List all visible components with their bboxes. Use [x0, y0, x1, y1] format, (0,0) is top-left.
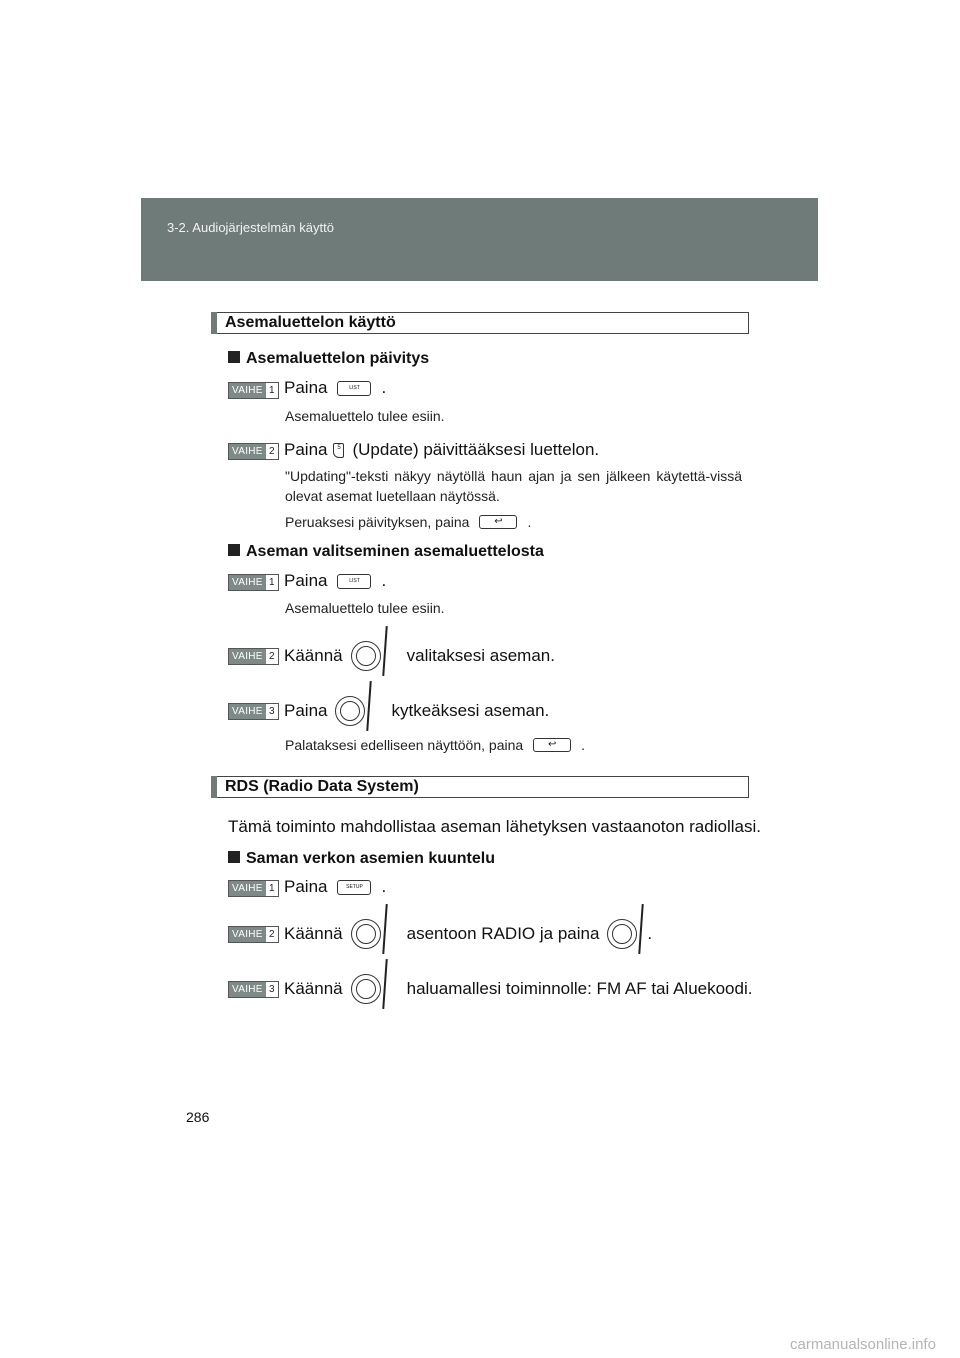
- step-note: [285, 737, 585, 753]
- square-bullet-icon: [228, 351, 240, 363]
- tune-knob-icon: [607, 914, 655, 954]
- step-rest-text: asentoon RADIO ja paina: [406, 924, 600, 943]
- step-instruction: [284, 378, 386, 398]
- section-header-band: [141, 198, 818, 281]
- step-word: VAIHE: [229, 649, 266, 664]
- step-note: Asemaluettelo tulee esiin.: [285, 600, 445, 616]
- step-verb: Käännä: [284, 924, 343, 943]
- step-note: [285, 514, 531, 530]
- tune-knob-icon: [335, 691, 383, 731]
- square-bullet-icon: [228, 851, 240, 863]
- step-badge: [228, 926, 279, 943]
- watermark: carmanualsonline.info: [790, 1336, 936, 1353]
- step-verb: Paina: [284, 440, 328, 459]
- subsection-heading-text: Asemaluettelon päivitys: [246, 350, 430, 367]
- step-instruction: [284, 440, 599, 460]
- punct: .: [381, 571, 387, 590]
- return-button-icon: ↩: [479, 515, 517, 529]
- step-rest-text: valitaksesi aseman.: [406, 646, 555, 665]
- section-title-tab: [211, 776, 217, 798]
- list-button-icon: LIST: [337, 381, 371, 396]
- step-paragraph: "Updating"-teksti näkyy näytöllä haun ajan ja sen jälkeen käytettä-vissä olevat asemat luetellaan näytössä.: [285, 468, 742, 504]
- step-word: VAIHE: [229, 881, 266, 896]
- step-instruction: [284, 691, 549, 731]
- return-button-icon: ↩: [533, 738, 571, 752]
- note-text: Peruaksesi päivityksen, paina: [285, 514, 470, 530]
- step-badge: [228, 382, 279, 399]
- tune-knob-icon: [351, 969, 399, 1009]
- subsection-heading: [228, 543, 544, 561]
- subsection-heading-text: Saman verkon asemien kuuntelu: [246, 850, 495, 867]
- step-rest-text: (Update) päivittääksesi luettelon.: [352, 440, 600, 459]
- section-title-tab: [211, 312, 217, 334]
- punct: .: [581, 737, 586, 753]
- subsection-heading: [228, 350, 429, 368]
- list-button-icon: LIST: [337, 574, 371, 589]
- step-word: VAIHE: [229, 444, 266, 459]
- step-badge: [228, 443, 279, 460]
- step-instruction: [284, 969, 752, 1009]
- square-bullet-icon: [228, 544, 240, 556]
- tune-knob-icon: [351, 914, 399, 954]
- step-instruction: [284, 877, 386, 897]
- step-instruction: [284, 636, 555, 676]
- punct: .: [381, 877, 387, 896]
- section-title-bar: [211, 776, 749, 798]
- step-word: VAIHE: [229, 927, 266, 942]
- step-verb: Paina: [284, 571, 328, 590]
- step-note: Asemaluettelo tulee esiin.: [285, 408, 445, 424]
- step-badge: [228, 574, 279, 591]
- step-word: VAIHE: [229, 575, 266, 590]
- section-header-title: 3-2. Audiojärjestelmän käyttö: [167, 220, 334, 235]
- step-number: 1: [266, 881, 278, 896]
- step-number: 1: [266, 383, 278, 398]
- punct: .: [527, 514, 532, 530]
- step-badge: [228, 880, 279, 897]
- section-title: RDS (Radio Data System): [225, 778, 419, 795]
- page-number: 286: [186, 1109, 210, 1125]
- punct: .: [647, 924, 653, 943]
- section-title-bar: [211, 312, 749, 334]
- step-verb: Paina: [284, 378, 328, 397]
- step-number: 3: [266, 704, 278, 719]
- subsection-heading-text: Aseman valitseminen asemaluettelosta: [246, 543, 544, 560]
- intro-text: Tämä toiminto mahdollistaa aseman lähetyksen vastaanoton radiollasi.: [228, 817, 761, 836]
- punct: .: [381, 378, 387, 397]
- note-text: Palataksesi edelliseen näyttöön, paina: [285, 737, 524, 753]
- step-word: VAIHE: [229, 704, 266, 719]
- soft-key-icon: 5: [333, 443, 344, 458]
- step-instruction: [284, 914, 652, 954]
- step-word: VAIHE: [229, 982, 266, 997]
- step-number: 2: [266, 649, 278, 664]
- step-verb: Käännä: [284, 646, 343, 665]
- step-number: 1: [266, 575, 278, 590]
- step-number: 2: [266, 444, 278, 459]
- subsection-heading: [228, 850, 495, 868]
- setup-button-icon: SETUP: [337, 880, 371, 895]
- step-rest-text: haluamallesi toiminnolle: FM AF tai Aluekoodi.: [406, 979, 753, 998]
- step-verb: Paina: [284, 877, 328, 896]
- step-badge: [228, 703, 279, 720]
- step-word: VAIHE: [229, 383, 266, 398]
- tune-knob-icon: [351, 636, 399, 676]
- step-number: 3: [266, 982, 278, 997]
- section-title: Asemaluettelon käyttö: [225, 314, 396, 331]
- step-verb: Paina: [284, 701, 328, 720]
- step-badge: [228, 648, 279, 665]
- step-verb: Käännä: [284, 979, 343, 998]
- step-number: 2: [266, 927, 278, 942]
- step-badge: [228, 981, 279, 998]
- step-instruction: [284, 571, 386, 591]
- step-rest-text: kytkeäksesi aseman.: [391, 701, 550, 720]
